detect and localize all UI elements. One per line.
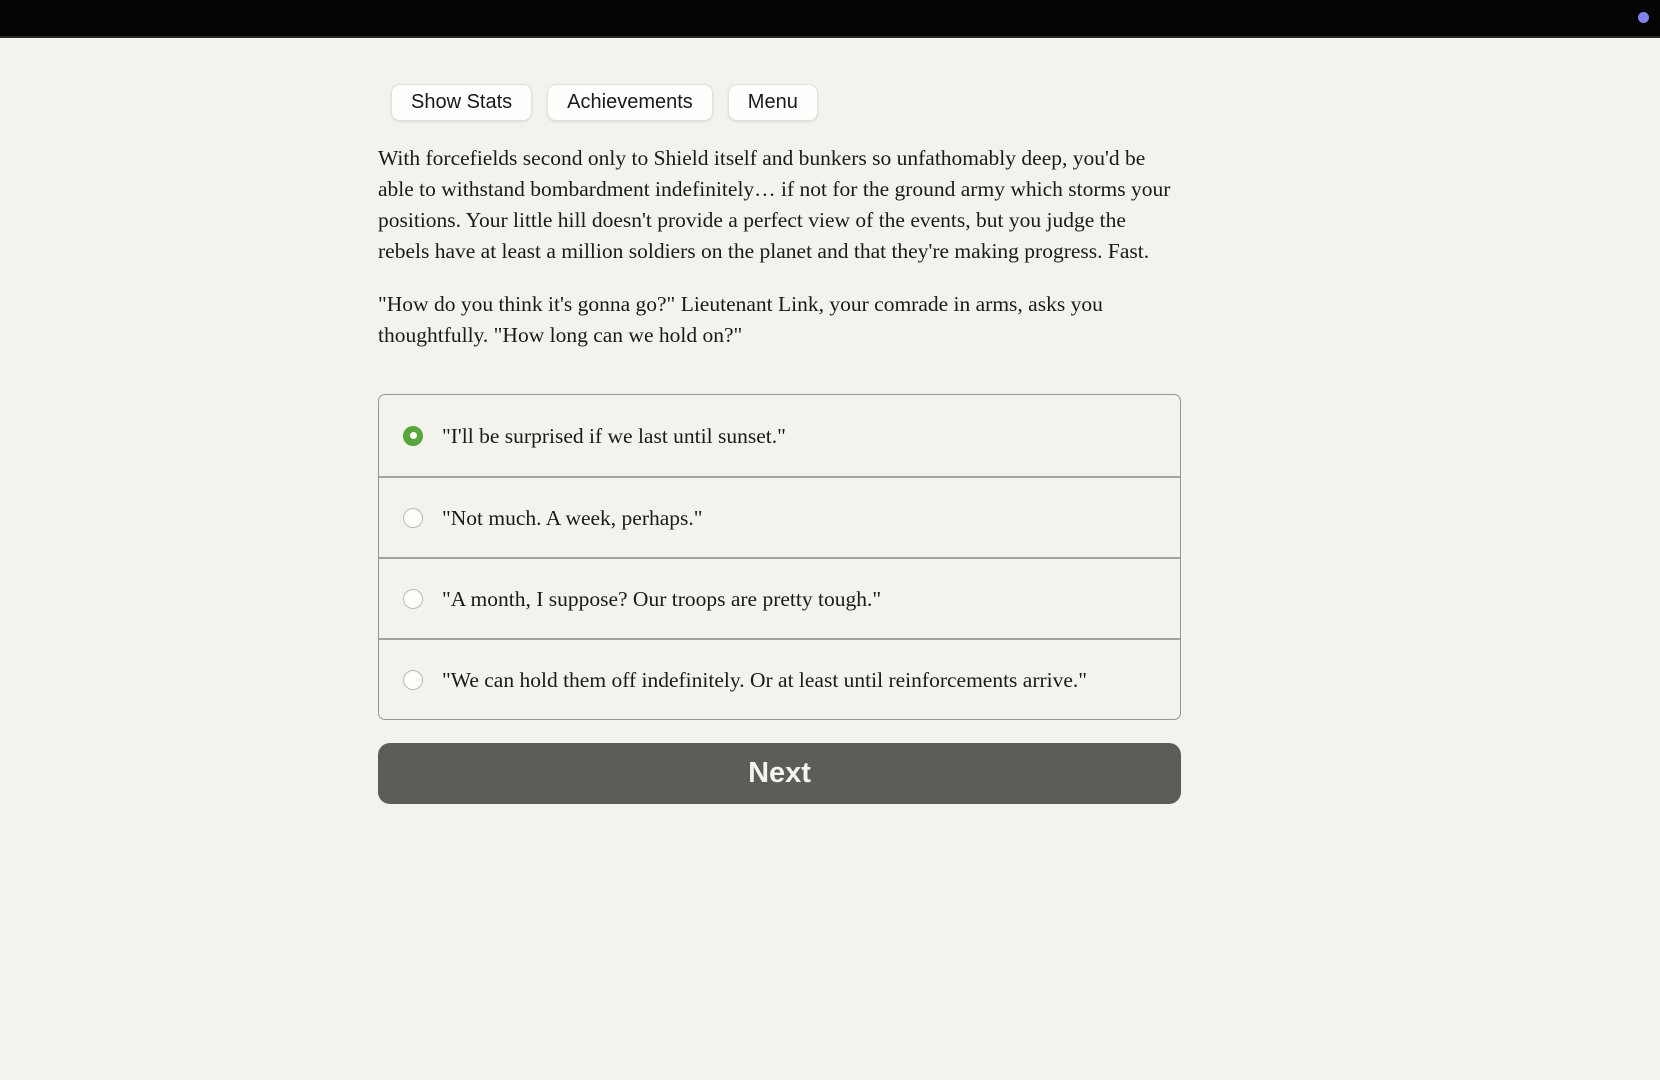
choice-option[interactable] [379,476,1180,557]
choice-option-label: "A month, I suppose? Our troops are pretty tough." [442,586,882,611]
toolbar [391,84,1181,121]
choice-option[interactable] [379,557,1180,638]
radio-unselected-icon[interactable] [403,589,423,609]
choice-list [378,394,1181,720]
choice-option-label: "I'll be surprised if we last until sunset." [442,423,786,448]
radio-unselected-icon[interactable] [403,670,423,690]
status-dot-icon [1638,12,1649,23]
menu-button[interactable]: Menu [728,84,818,121]
show-stats-button[interactable]: Show Stats [391,84,532,121]
story-paragraph-1: With forcefields second only to Shield itself and bunkers so unfathomably deep, you'd be able to withstand bombardment indefinitely… if not for the ground army which storms your positions. Your little hill doesn't provide a perfect view of the events, but you judge the rebels have at least a million soldiers on the planet and that they're making progress. Fast. [378,146,1171,263]
content-column [378,84,1181,804]
top-bar [0,0,1660,38]
next-button[interactable]: Next [378,743,1181,804]
radio-unselected-icon[interactable] [403,508,423,528]
choice-option[interactable] [379,395,1180,476]
radio-selected-icon[interactable] [403,426,423,446]
story-paragraph-2: "How do you think it's gonna go?" Lieutenant Link, your comrade in arms, asks you thoughtfully. "How long can we hold on?" [378,292,1103,347]
achievements-button[interactable]: Achievements [547,84,713,121]
choice-option-label: "We can hold them off indefinitely. Or at least until reinforcements arrive." [442,667,1088,692]
choice-option[interactable] [379,638,1180,719]
choice-option-label: "Not much. A week, perhaps." [442,505,703,530]
